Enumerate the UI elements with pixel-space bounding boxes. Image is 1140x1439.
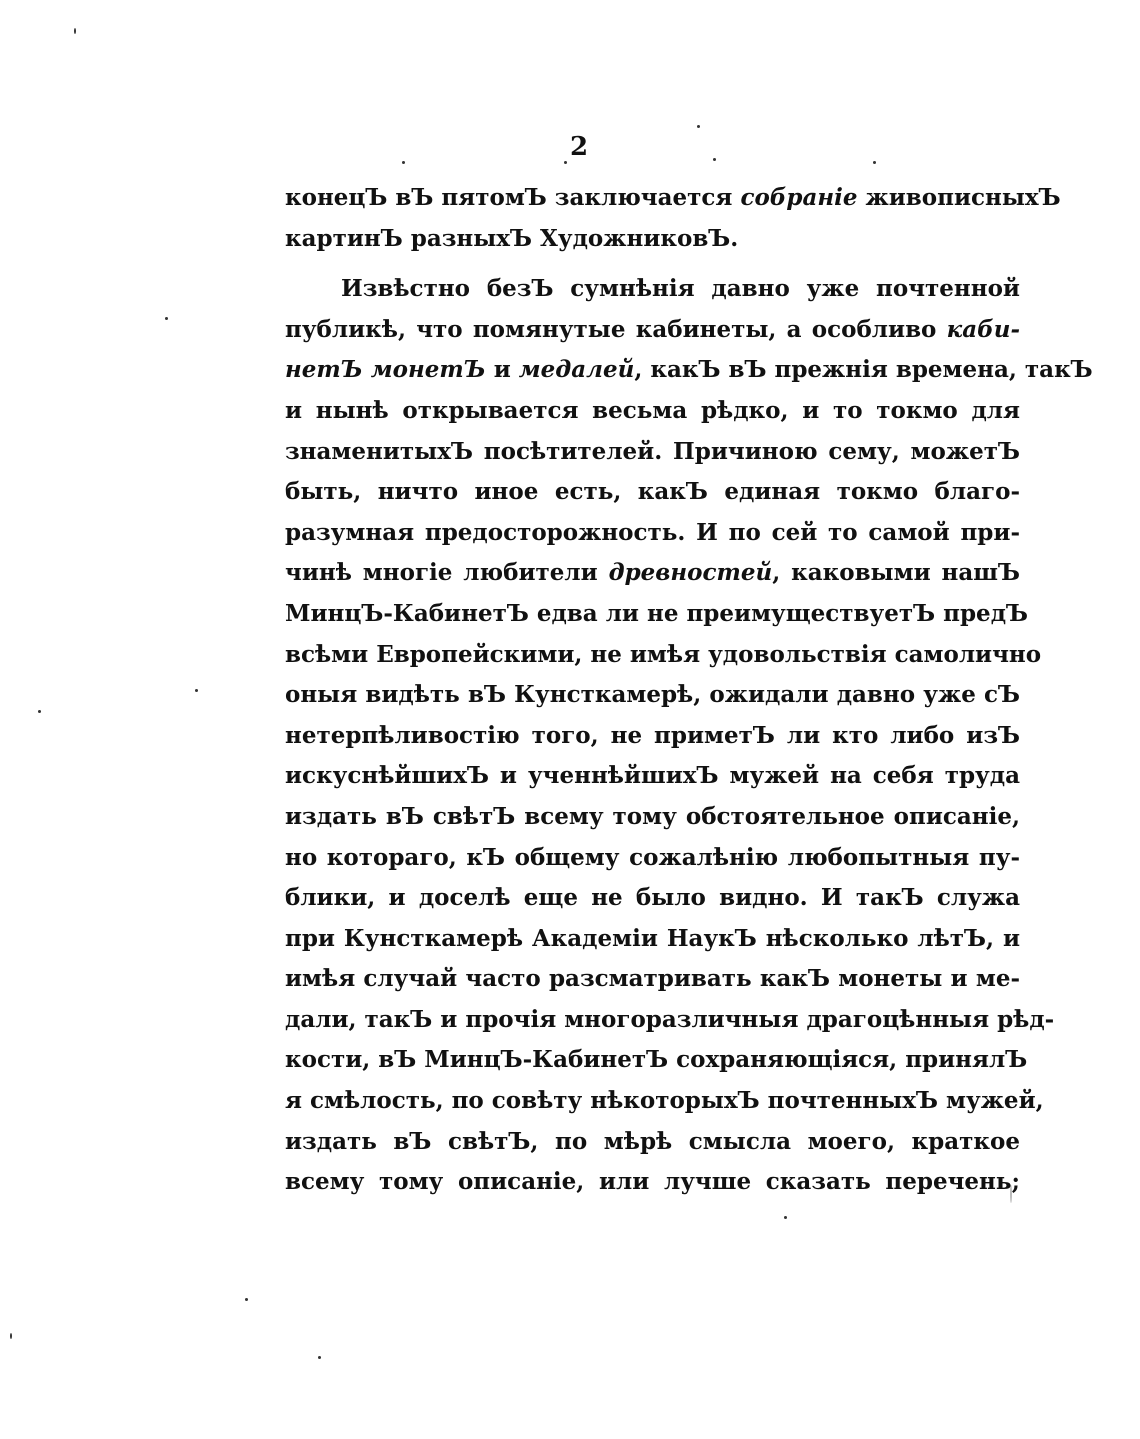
scan-speck (784, 1216, 787, 1219)
text-line: конецЪ вЪ пятомЪ заключается собраніе живописныхЪ (285, 184, 1061, 211)
text-line: публикѣ, что помянутые кабинеты, а особливо каби- (285, 315, 1020, 343)
page-number: 2 (569, 132, 589, 162)
text-line: и нынѣ открывается весьма рѣдко, и то токмо для (285, 396, 1020, 424)
text-line: блики, и доселѣ еще не было видно. И такЪ служа (285, 884, 1020, 912)
text-line: издать вЪ свѣтЪ всему тому обстоятельное описаніе, (285, 802, 1020, 830)
text-line: чинѣ многіе любители древностей, каковыми нашЪ (285, 559, 1020, 587)
text-line: имѣя случай часто разсматривать какЪ монеты и ме- (285, 965, 1020, 993)
text-line: знаменитыхЪ посѣтителей. Причиною сему, можетЪ (285, 437, 1020, 465)
text-line: я смѣлость, по совѣту нѣкоторыхЪ почтенныхЪ мужей, (285, 1087, 1044, 1115)
text-line: МинцЪ-КабинетЪ едва ли не преимуществуетЪ предЪ (285, 599, 1029, 627)
text-line: при Кунсткамерѣ Академіи НаукЪ нѣсколько лѣтЪ, и (285, 924, 1020, 952)
text-line: кости, вЪ МинцЪ-КабинетЪ сохраняющіяся, принялЪ (285, 1046, 1028, 1074)
text-line: всему тому описаніе, или лучше сказать перечень; (285, 1168, 1020, 1196)
text-line: нетерпѣливостію того, не приметЪ ли кто либо изЪ (285, 721, 1020, 749)
scan-speck (38, 710, 41, 713)
text-line: картинЪ разныхЪ ХудожниковЪ. (285, 224, 739, 252)
text-line: дали, такЪ и прочія многоразличныя драгоцѣнныя рѣд- (285, 1005, 1055, 1033)
text-line: разумная предосторожность. И по сей то самой при- (285, 518, 1020, 546)
scan-speck (318, 1356, 321, 1359)
body-text (285, 178, 1093, 1203)
scan-speck (165, 317, 168, 320)
scan-speck (195, 689, 198, 692)
text-line: нетЪ монетЪ и медалей, какЪ вЪ прежнія времена, такЪ (285, 356, 1093, 384)
text-line: Извѣстно безЪ сумнѣнія давно уже почтенной (341, 275, 1020, 303)
text-line: быть, ничто иное есть, какЪ единая токмо благо- (285, 478, 1020, 506)
scan-speck (245, 1298, 248, 1301)
text-line: искуснѣйшихЪ и ученнѣйшихЪ мужей на себя труда (285, 762, 1020, 790)
text-line: издать вЪ свѣтЪ, по мѣрѣ смысла моего, краткое (285, 1127, 1020, 1155)
text-line: всѣми Европейскими, не имѣя удовольствія самолично (285, 640, 1042, 668)
text-line: но котораго, кЪ общему сожалѣнію любопытныя пу- (285, 843, 1020, 871)
scan-speck (697, 125, 700, 128)
text-line: оныя видѣть вЪ Кунсткамерѣ, ожидали давно уже сЪ (285, 681, 1020, 709)
scan-speck (74, 28, 76, 34)
scan-speck (10, 1333, 12, 1339)
